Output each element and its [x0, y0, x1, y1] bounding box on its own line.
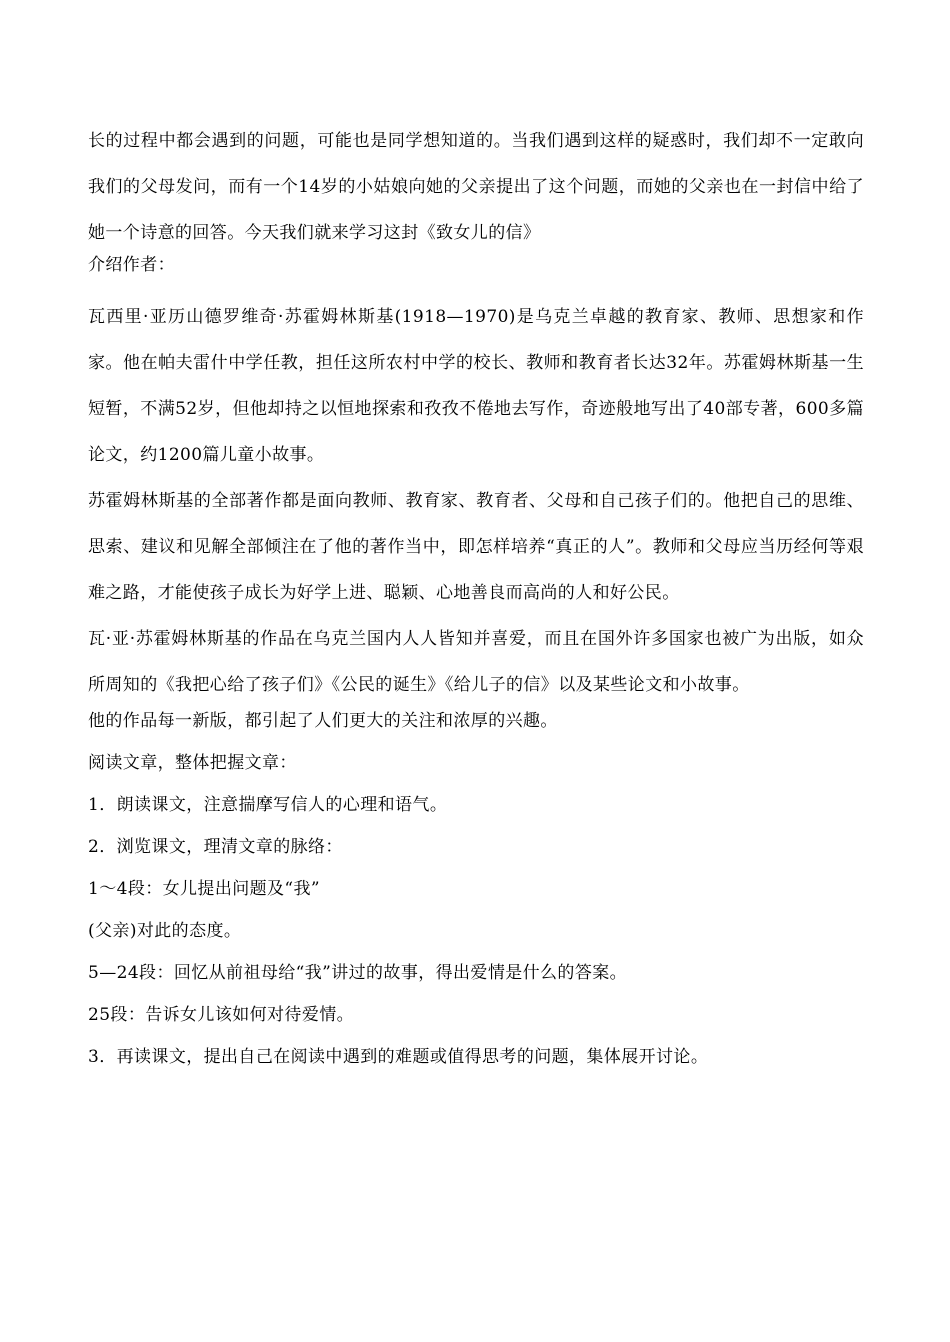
author-fame-paragraph: 瓦·亚·苏霍姆林斯基的作品在乌克兰国内人人皆知并喜爱，而且在国外许多国家也被广为出版，如众所周知的《我把心给了孩子们》《公民的诞生》《给儿子的信》以及某些论文和小故事。 — [88, 629, 864, 695]
reading-step-1: 1．朗读课文，注意揣摩写信人的心理和语气。 — [88, 795, 448, 815]
author-interest-paragraph: 他的作品每一新版，都引起了人们更大的关注和浓厚的兴趣。 — [88, 711, 558, 731]
reading-step-3: 3．再读课文，提出自己在阅读中遇到的难题或值得思考的问题，集体展开讨论。 — [88, 1047, 709, 1067]
structure-item-1-4-continued: (父亲)对此的态度。 — [88, 921, 242, 941]
document-page — [88, 118, 864, 1086]
author-bio-paragraph: 瓦西里·亚历山德罗维奇·苏霍姆林斯基(1918—1970)是乌克兰卓越的教育家、教师、思想家和作家。他在帕夫雷什中学任教，担任这所农村中学的校长、教师和教育者长达32年。苏霍姆林斯基一生短暂，不满52岁，但他却持之以恒地探索和孜孜不倦地去写作，奇迹般地写出了40部专著，600多篇论文，约1200篇儿童小故事。 — [88, 307, 864, 465]
structure-item-1-4: 1～4段：女儿提出问题及“我” — [88, 879, 321, 899]
section-heading-author: 介绍作者： — [88, 255, 175, 275]
reading-step-2: 2．浏览课文，理清文章的脉络： — [88, 837, 343, 857]
section-heading-reading: 阅读文章，整体把握文章： — [88, 753, 297, 773]
intro-paragraph: 长的过程中都会遇到的问题，可能也是同学想知道的。当我们遇到这样的疑惑时，我们却不一定敢向我们的父母发问，而有一个14岁的小姑娘向她的父亲提出了这个问题，而她的父亲也在一封信中给了她一个诗意的回答。今天我们就来学习这封《致女儿的信》 — [88, 131, 864, 243]
structure-item-25: 25段：告诉女儿该如何对待爱情。 — [88, 1005, 355, 1025]
author-works-paragraph: 苏霍姆林斯基的全部著作都是面向教师、教育家、教育者、父母和自己孩子们的。他把自己的思维、思索、建议和见解全部倾注在了他的著作当中，即怎样培养“真正的人”。教师和父母应当历经何等艰难之路，才能使孩子成长为好学上进、聪颖、心地善良而高尚的人和好公民。 — [88, 491, 864, 603]
structure-item-5-24: 5—24段：回忆从前祖母给“我”讲过的故事，得出爱情是什么的答案。 — [88, 963, 628, 983]
